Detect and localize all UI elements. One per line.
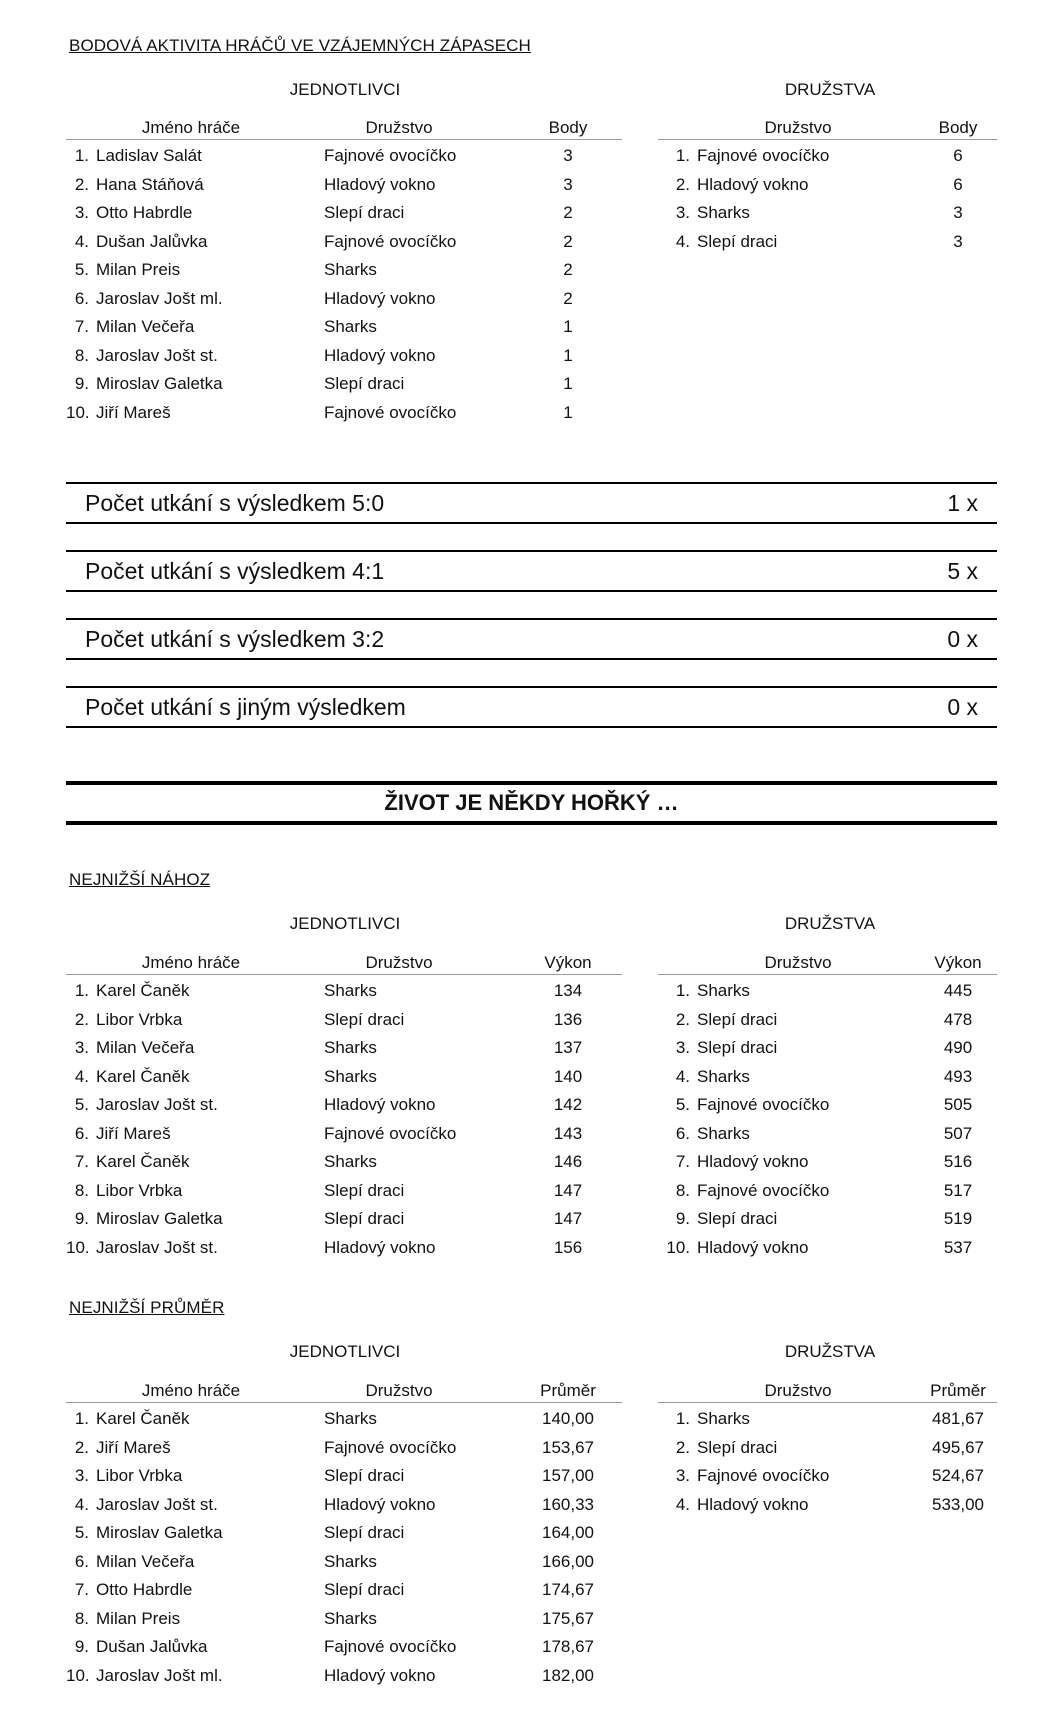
player-name: Karel Čaněk <box>96 1066 190 1086</box>
column-header-value: Průměr <box>540 1381 596 1400</box>
table-row <box>66 1660 622 1689</box>
table-row <box>66 254 622 283</box>
table-row <box>66 1004 622 1033</box>
value: 174,67 <box>542 1580 594 1599</box>
column-header-team: Družstvo <box>365 118 433 137</box>
table-row <box>658 1460 997 1489</box>
team-name: Sharks <box>697 981 750 1000</box>
rank: 6. <box>74 1123 89 1143</box>
team-name: Sharks <box>697 1123 750 1143</box>
rank: 4. <box>675 231 690 251</box>
value: 6 <box>953 174 963 194</box>
column-header-team: Družstvo <box>365 953 433 972</box>
rank: 6. <box>74 1551 89 1571</box>
team-name: Slepí draci <box>324 1466 405 1485</box>
table-row <box>66 368 622 397</box>
value: 1 <box>563 374 573 393</box>
individuals-heading: JEDNOTLIVCI <box>289 1342 401 1361</box>
individuals-heading: JEDNOTLIVCI <box>289 914 401 933</box>
table-header <box>658 950 997 975</box>
team-name: Slepí draci <box>324 1009 405 1029</box>
player-name: Milan Preis <box>96 1608 181 1628</box>
team-name: Slepí draci <box>324 203 405 222</box>
rank: 1. <box>675 1409 690 1428</box>
team-name: Slepí draci <box>697 1209 778 1228</box>
rank: 9. <box>74 1209 89 1228</box>
rank: 4. <box>675 1066 690 1086</box>
table-row <box>658 1004 997 1033</box>
rank: 9. <box>74 374 89 393</box>
teams-heading: DRUŽSTVA <box>784 80 876 99</box>
rank: 8. <box>74 1180 89 1200</box>
value: 537 <box>943 1237 973 1257</box>
column-header-value: Výkon <box>934 953 982 972</box>
team-name: Sharks <box>324 981 377 1000</box>
value: 2 <box>563 203 573 222</box>
player-name: Dušan Jalůvka <box>96 231 208 251</box>
table-row <box>66 1631 622 1660</box>
rank: 9. <box>675 1209 690 1228</box>
value: 142 <box>553 1095 583 1114</box>
column-header-value: Body <box>938 118 978 137</box>
rank: 10. <box>66 1665 90 1685</box>
team-name: Slepí draci <box>697 1038 778 1057</box>
table-row <box>66 1032 622 1061</box>
table-row <box>658 1118 997 1147</box>
value: 147 <box>553 1209 583 1228</box>
table-row <box>658 975 997 1004</box>
player-name: Libor Vrbka <box>96 1466 183 1485</box>
table-row <box>66 226 622 255</box>
table-header <box>66 950 622 975</box>
value: 182,00 <box>542 1665 594 1685</box>
player-name: Miroslav Galetka <box>96 1209 223 1228</box>
player-name: Dušan Jalůvka <box>96 1637 208 1656</box>
team-name: Slepí draci <box>697 1437 778 1457</box>
rank: 2. <box>675 1009 690 1029</box>
rank: 2. <box>74 1009 89 1029</box>
result-count: 0 x <box>947 626 978 652</box>
team-name: Slepí draci <box>697 231 778 251</box>
rank: 10. <box>66 402 90 422</box>
section-title-lowest-average: NEJNIŽŠÍ PRŮMĚR <box>69 1298 225 1317</box>
team-name: Slepí draci <box>324 1523 405 1542</box>
player-name: Hana Stáňová <box>96 174 204 194</box>
rank: 3. <box>74 1038 89 1057</box>
team-name: Slepí draci <box>324 1180 405 1200</box>
rank: 9. <box>74 1637 89 1656</box>
table-row <box>66 1574 622 1603</box>
team-name: Sharks <box>324 260 377 279</box>
player-name: Milan Preis <box>96 260 181 279</box>
value: 495,67 <box>932 1437 984 1457</box>
rank: 8. <box>675 1180 690 1200</box>
table-row <box>66 169 622 198</box>
value: 490 <box>943 1038 973 1057</box>
rank: 1. <box>74 981 89 1000</box>
value: 481,67 <box>932 1409 984 1428</box>
individuals-table <box>66 1378 622 1688</box>
teams-heading: DRUŽSTVA <box>784 914 876 933</box>
table-row <box>66 197 622 226</box>
column-header-value: Body <box>548 118 588 137</box>
table-row <box>658 140 997 169</box>
player-name: Ladislav Salát <box>96 146 202 165</box>
team-name: Sharks <box>697 203 750 222</box>
section-title-lowest-throw: NEJNIŽŠÍ NÁHOZ <box>69 870 211 889</box>
team-name: Fajnové ovocíčko <box>324 1637 457 1656</box>
banner-heading: ŽIVOT JE NĚKDY HOŘKÝ … <box>66 781 997 825</box>
table-row <box>66 1061 622 1090</box>
value: 516 <box>943 1152 973 1171</box>
rank: 3. <box>74 1466 89 1485</box>
value: 164,00 <box>542 1523 594 1542</box>
table-row <box>66 1403 622 1432</box>
rank: 4. <box>74 1494 89 1514</box>
table-row <box>66 140 622 169</box>
table-header <box>658 1378 997 1403</box>
rank: 10. <box>66 1237 90 1257</box>
table-row <box>66 311 622 340</box>
value: 517 <box>943 1180 973 1200</box>
table-row <box>658 1032 997 1061</box>
value: 2 <box>563 231 573 251</box>
rank: 5. <box>74 1095 89 1114</box>
team-name: Fajnové ovocíčko <box>697 1095 830 1114</box>
value: 1 <box>563 345 573 365</box>
team-name: Hladový vokno <box>697 1494 809 1514</box>
rank: 1. <box>675 146 690 165</box>
table-header <box>66 1378 622 1403</box>
value: 137 <box>553 1038 583 1057</box>
player-name: Milan Večeřa <box>96 1551 195 1571</box>
team-name: Fajnové ovocíčko <box>324 146 457 165</box>
table-row <box>66 1146 622 1175</box>
value: 1 <box>563 317 573 336</box>
team-name: Hladový vokno <box>324 288 436 308</box>
team-name: Hladový vokno <box>324 1665 436 1685</box>
team-name: Sharks <box>697 1066 750 1086</box>
team-name: Hladový vokno <box>697 1152 809 1171</box>
column-header-value: Průměr <box>930 1381 986 1400</box>
rank: 6. <box>74 288 89 308</box>
team-name: Sharks <box>324 1551 377 1571</box>
value: 2 <box>563 288 573 308</box>
team-name: Fajnové ovocíčko <box>324 231 457 251</box>
player-name: Miroslav Galetka <box>96 1523 223 1542</box>
individuals-heading: JEDNOTLIVCI <box>289 80 401 99</box>
table-row <box>66 1517 622 1546</box>
table-row <box>658 226 997 255</box>
table-row <box>658 1489 997 1518</box>
table-row <box>66 1603 622 1632</box>
team-name: Sharks <box>324 1066 377 1086</box>
table-row <box>658 1203 997 1232</box>
value: 3 <box>953 231 963 251</box>
value: 160,33 <box>542 1494 594 1514</box>
column-header-team: Družstvo <box>764 1381 832 1400</box>
team-name: Fajnové ovocíčko <box>324 1437 457 1457</box>
rank: 8. <box>74 1608 89 1628</box>
teams-table <box>658 115 997 254</box>
value: 3 <box>563 146 573 165</box>
team-name: Slepí draci <box>324 1580 405 1599</box>
player-name: Jiří Mareš <box>96 402 171 422</box>
table-header <box>658 115 997 140</box>
value: 136 <box>553 1009 583 1029</box>
player-name: Jaroslav Jošt st. <box>96 1494 218 1514</box>
team-name: Hladový vokno <box>324 1237 436 1257</box>
rank: 1. <box>675 981 690 1000</box>
table-row <box>66 1203 622 1232</box>
column-header-value: Výkon <box>544 953 592 972</box>
result-label: Počet utkání s výsledkem 5:0 <box>85 490 385 516</box>
value: 2 <box>563 260 573 279</box>
team-name: Fajnové ovocíčko <box>697 1466 830 1485</box>
player-name: Jaroslav Jošt ml. <box>96 1665 223 1685</box>
table-row <box>66 397 622 426</box>
table-row <box>658 1089 997 1118</box>
rank: 2. <box>74 1437 89 1457</box>
value: 6 <box>953 146 963 165</box>
team-name: Slepí draci <box>324 1209 405 1228</box>
table-row <box>66 1089 622 1118</box>
teams-table <box>658 1378 997 1517</box>
value: 505 <box>943 1095 973 1114</box>
player-name: Jaroslav Jošt st. <box>96 1095 218 1114</box>
team-name: Hladový vokno <box>324 1494 436 1514</box>
value: 524,67 <box>932 1466 984 1485</box>
rank: 5. <box>74 1523 89 1542</box>
value: 134 <box>553 981 583 1000</box>
team-name: Fajnové ovocíčko <box>324 1123 457 1143</box>
team-name: Sharks <box>324 1152 377 1171</box>
result-label: Počet utkání s výsledkem 3:2 <box>85 626 385 652</box>
player-name: Otto Habrdle <box>96 203 193 222</box>
rank: 1. <box>74 146 89 165</box>
player-name: Milan Večeřa <box>96 1038 195 1057</box>
value: 140,00 <box>542 1409 594 1428</box>
rank: 7. <box>74 317 89 336</box>
table-row <box>658 1232 997 1261</box>
rank: 8. <box>74 345 89 365</box>
rank: 2. <box>675 1437 690 1457</box>
team-name: Slepí draci <box>324 374 405 393</box>
rank: 10. <box>666 1237 690 1257</box>
rank: 3. <box>675 1466 690 1485</box>
value: 519 <box>943 1209 973 1228</box>
rank: 2. <box>74 174 89 194</box>
team-name: Sharks <box>697 1409 750 1428</box>
table-row <box>66 1118 622 1147</box>
value: 140 <box>553 1066 583 1086</box>
table-row <box>66 1489 622 1518</box>
result-label: Počet utkání s jiným výsledkem <box>85 694 406 720</box>
player-name: Milan Večeřa <box>96 317 195 336</box>
column-header-team: Družstvo <box>365 1381 433 1400</box>
column-header-player: Jméno hráče <box>141 1381 241 1400</box>
value: 153,67 <box>542 1437 594 1457</box>
individuals-table <box>66 115 622 425</box>
team-name: Hladový vokno <box>324 1095 436 1114</box>
result-row <box>66 482 997 524</box>
rank: 4. <box>74 1066 89 1086</box>
value: 166,00 <box>542 1551 594 1571</box>
value: 1 <box>563 402 573 422</box>
player-name: Karel Čaněk <box>96 1409 190 1428</box>
result-count: 5 x <box>947 558 978 584</box>
rank: 2. <box>675 174 690 194</box>
value: 493 <box>943 1066 973 1086</box>
table-row <box>66 1432 622 1461</box>
rank: 7. <box>74 1580 89 1599</box>
value: 3 <box>563 174 573 194</box>
player-name: Karel Čaněk <box>96 981 190 1000</box>
table-row <box>658 1061 997 1090</box>
section-title-points: BODOVÁ AKTIVITA HRÁČŮ VE VZÁJEMNÝCH ZÁPASECH <box>69 36 531 55</box>
value: 143 <box>553 1123 583 1143</box>
column-header-player: Jméno hráče <box>141 118 241 137</box>
teams-table <box>658 950 997 1260</box>
player-name: Jiří Mareš <box>96 1123 171 1143</box>
rank: 4. <box>675 1494 690 1514</box>
table-row <box>658 1403 997 1432</box>
team-name: Sharks <box>324 317 377 336</box>
result-count: 0 x <box>947 694 978 720</box>
value: 507 <box>943 1123 973 1143</box>
table-row <box>658 169 997 198</box>
column-header-team: Družstvo <box>764 953 832 972</box>
player-name: Miroslav Galetka <box>96 374 223 393</box>
teams-heading: DRUŽSTVA <box>784 1342 876 1361</box>
rank: 4. <box>74 231 89 251</box>
table-row <box>658 1146 997 1175</box>
result-count: 1 x <box>947 490 978 516</box>
value: 445 <box>943 981 973 1000</box>
player-name: Karel Čaněk <box>96 1152 190 1171</box>
value: 156 <box>553 1237 583 1257</box>
rank: 7. <box>675 1152 690 1171</box>
player-name: Otto Habrdle <box>96 1580 193 1599</box>
table-row <box>658 1175 997 1204</box>
team-name: Fajnové ovocíčko <box>697 1180 830 1200</box>
value: 3 <box>953 203 963 222</box>
result-row <box>66 618 997 660</box>
value: 146 <box>553 1152 583 1171</box>
table-header <box>66 115 622 140</box>
individuals-table <box>66 950 622 1260</box>
rank: 7. <box>74 1152 89 1171</box>
table-row <box>66 975 622 1004</box>
result-row <box>66 686 997 728</box>
rank: 6. <box>675 1123 690 1143</box>
table-row <box>66 283 622 312</box>
table-row <box>66 1175 622 1204</box>
team-name: Hladový vokno <box>697 1237 809 1257</box>
column-header-player: Jméno hráče <box>141 953 241 972</box>
player-name: Jaroslav Jošt st. <box>96 345 218 365</box>
value: 157,00 <box>542 1466 594 1485</box>
table-row <box>66 1232 622 1261</box>
team-name: Sharks <box>324 1608 377 1628</box>
table-row <box>658 197 997 226</box>
rank: 5. <box>675 1095 690 1114</box>
value: 178,67 <box>542 1637 594 1656</box>
team-name: Sharks <box>324 1038 377 1057</box>
table-row <box>66 1460 622 1489</box>
rank: 1. <box>74 1409 89 1428</box>
team-name: Slepí draci <box>697 1009 778 1029</box>
player-name: Jiří Mareš <box>96 1437 171 1457</box>
team-name: Fajnové ovocíčko <box>697 146 830 165</box>
team-name: Sharks <box>324 1409 377 1428</box>
player-name: Jaroslav Jošt ml. <box>96 288 223 308</box>
player-name: Jaroslav Jošt st. <box>96 1237 218 1257</box>
player-name: Libor Vrbka <box>96 1009 183 1029</box>
rank: 3. <box>675 203 690 222</box>
rank: 5. <box>74 260 89 279</box>
table-row <box>66 340 622 369</box>
result-row <box>66 550 997 592</box>
column-header-team: Družstvo <box>764 118 832 137</box>
table-row <box>658 1432 997 1461</box>
value: 533,00 <box>932 1494 984 1514</box>
value: 175,67 <box>542 1608 594 1628</box>
team-name: Fajnové ovocíčko <box>324 402 457 422</box>
value: 478 <box>943 1009 973 1029</box>
team-name: Hladový vokno <box>324 174 436 194</box>
rank: 3. <box>74 203 89 222</box>
team-name: Hladový vokno <box>697 174 809 194</box>
team-name: Hladový vokno <box>324 345 436 365</box>
rank: 3. <box>675 1038 690 1057</box>
table-row <box>66 1546 622 1575</box>
result-label: Počet utkání s výsledkem 4:1 <box>85 558 385 584</box>
value: 147 <box>553 1180 583 1200</box>
player-name: Libor Vrbka <box>96 1180 183 1200</box>
